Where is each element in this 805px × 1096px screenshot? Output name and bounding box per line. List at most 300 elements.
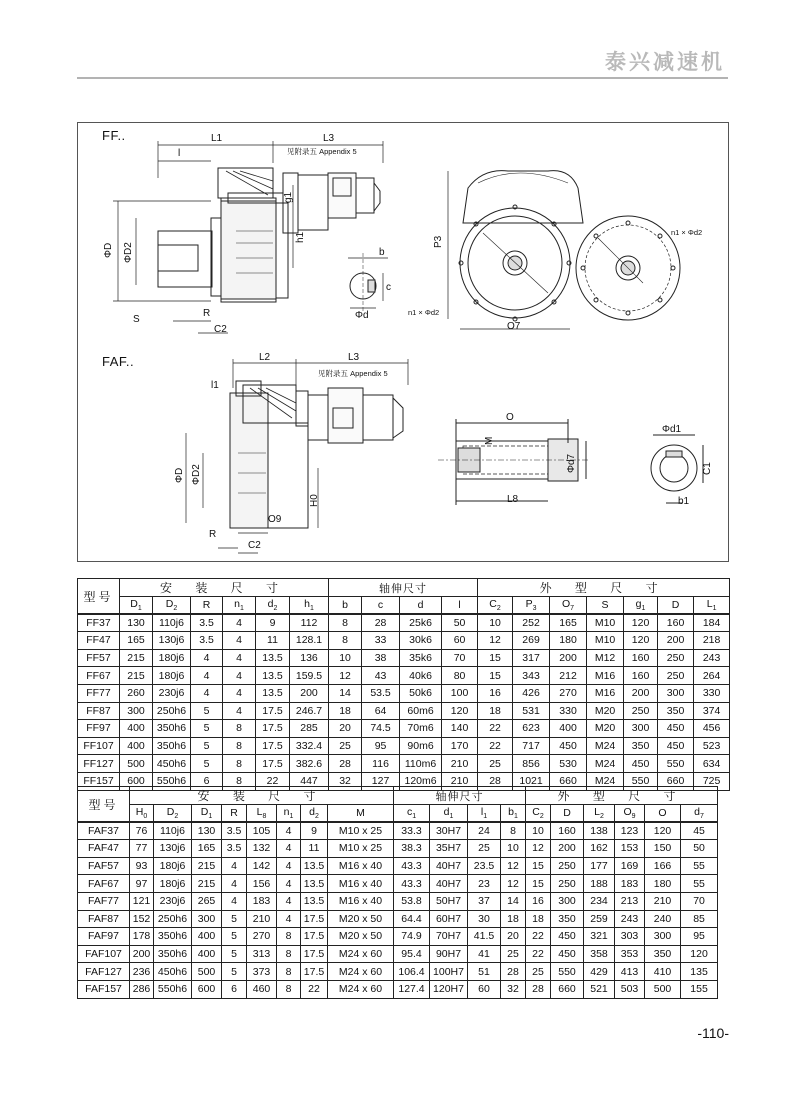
column-header: c bbox=[362, 597, 400, 615]
value-cell: 38 bbox=[362, 649, 400, 667]
column-header: $L_1$ bbox=[694, 597, 730, 615]
value-cell: 8 bbox=[277, 980, 301, 998]
column-header: D bbox=[551, 805, 584, 823]
value-cell: 30H7 bbox=[430, 822, 468, 840]
value-cell: 121 bbox=[130, 892, 154, 910]
value-cell: M10 bbox=[587, 614, 624, 632]
column-header: $h_1$ bbox=[290, 597, 329, 615]
value-cell: 22 bbox=[478, 737, 513, 755]
value-cell: 180j6 bbox=[154, 857, 192, 875]
model-cell: FF87 bbox=[78, 702, 120, 720]
value-cell: 5 bbox=[191, 755, 223, 773]
value-cell: 456 bbox=[694, 720, 730, 738]
label-C1: C1 bbox=[702, 462, 713, 475]
value-cell: 426 bbox=[513, 684, 550, 702]
value-cell: 8 bbox=[223, 737, 256, 755]
value-cell: 17.5 bbox=[256, 755, 290, 773]
value-cell: 5 bbox=[191, 702, 223, 720]
value-cell: M24 bbox=[587, 737, 624, 755]
value-cell: 60 bbox=[468, 980, 501, 998]
value-cell: 130j6 bbox=[154, 840, 192, 858]
value-cell: 112 bbox=[290, 614, 329, 632]
value-cell: 50H7 bbox=[430, 892, 468, 910]
value-cell: 18 bbox=[478, 702, 513, 720]
table-row bbox=[78, 632, 730, 650]
value-cell: 246.7 bbox=[290, 702, 329, 720]
value-cell: 28 bbox=[362, 614, 400, 632]
value-cell: 70m6 bbox=[400, 720, 442, 738]
model-cell: FF67 bbox=[78, 667, 120, 685]
value-cell: 200 bbox=[130, 945, 154, 963]
value-cell: 11 bbox=[256, 632, 290, 650]
value-cell: 28 bbox=[526, 980, 551, 998]
value-cell: 5 bbox=[222, 928, 247, 946]
value-cell: 80 bbox=[442, 667, 478, 685]
value-cell: 500 bbox=[645, 980, 681, 998]
table-row bbox=[78, 945, 718, 963]
value-cell: 250 bbox=[658, 667, 694, 685]
value-cell: 95.4 bbox=[394, 945, 430, 963]
value-cell: 183 bbox=[615, 875, 645, 893]
value-cell: 265 bbox=[192, 892, 222, 910]
label-b1: b1 bbox=[678, 496, 690, 507]
value-cell: 413 bbox=[615, 963, 645, 981]
value-cell: 343 bbox=[513, 667, 550, 685]
value-cell: 95 bbox=[681, 928, 718, 946]
value-cell: 9 bbox=[256, 614, 290, 632]
value-cell: 3.5 bbox=[222, 840, 247, 858]
value-cell: 234 bbox=[584, 892, 615, 910]
value-cell: 1021 bbox=[513, 772, 550, 790]
value-cell: 350 bbox=[645, 945, 681, 963]
value-cell: 106.4 bbox=[394, 963, 430, 981]
value-cell: 180 bbox=[645, 875, 681, 893]
value-cell: 450 bbox=[550, 737, 587, 755]
value-cell: 270 bbox=[550, 684, 587, 702]
value-cell: M20 bbox=[587, 720, 624, 738]
ff-flange-view bbox=[576, 216, 680, 320]
value-cell: 188 bbox=[584, 875, 615, 893]
label-b: b bbox=[379, 247, 385, 258]
value-cell: 60m6 bbox=[400, 702, 442, 720]
value-cell: 33.3 bbox=[394, 822, 430, 840]
value-cell: 170 bbox=[442, 737, 478, 755]
value-cell: 23 bbox=[468, 875, 501, 893]
value-cell: 4 bbox=[277, 822, 301, 840]
value-cell: 3.5 bbox=[222, 822, 247, 840]
value-cell: 90m6 bbox=[400, 737, 442, 755]
model-cell: FF97 bbox=[78, 720, 120, 738]
value-cell: 210 bbox=[442, 755, 478, 773]
value-cell: 13.5 bbox=[256, 649, 290, 667]
ff-group-shaft: 轴伸尺寸 bbox=[329, 579, 478, 597]
value-cell: 5 bbox=[222, 963, 247, 981]
label-l1-faf: l1 bbox=[211, 380, 219, 391]
table-row bbox=[78, 875, 718, 893]
value-cell: 165 bbox=[550, 614, 587, 632]
value-cell: 24 bbox=[468, 822, 501, 840]
label-O7: O7 bbox=[507, 321, 521, 332]
value-cell: 100H7 bbox=[430, 963, 468, 981]
ff-side-view bbox=[158, 168, 380, 302]
value-cell: 127.4 bbox=[394, 980, 430, 998]
value-cell: 25 bbox=[501, 945, 526, 963]
value-cell: 250 bbox=[551, 857, 584, 875]
value-cell: 300 bbox=[120, 702, 153, 720]
value-cell: 450 bbox=[551, 945, 584, 963]
value-cell: 20 bbox=[501, 928, 526, 946]
ff-group-outline: 外 型 尺 寸 bbox=[478, 579, 730, 597]
ff-model-header: 型号 bbox=[78, 579, 120, 615]
value-cell: 660 bbox=[551, 980, 584, 998]
value-cell: 8 bbox=[223, 772, 256, 790]
label-D-faf: ΦD bbox=[174, 467, 185, 483]
value-cell: 15 bbox=[478, 667, 513, 685]
value-cell: 243 bbox=[694, 649, 730, 667]
value-cell: 550h6 bbox=[154, 980, 192, 998]
value-cell: M10 bbox=[587, 632, 624, 650]
ff-dimension-table bbox=[77, 578, 730, 791]
value-cell: 120 bbox=[681, 945, 718, 963]
value-cell: 50 bbox=[681, 840, 718, 858]
value-cell: 132 bbox=[247, 840, 277, 858]
value-cell: 28 bbox=[478, 772, 513, 790]
value-cell: 6 bbox=[222, 980, 247, 998]
value-cell: 200 bbox=[290, 684, 329, 702]
model-cell: FF107 bbox=[78, 737, 120, 755]
value-cell: 4 bbox=[277, 875, 301, 893]
table-row bbox=[78, 702, 730, 720]
value-cell: 252 bbox=[513, 614, 550, 632]
value-cell: 300 bbox=[192, 910, 222, 928]
label-L1: L1 bbox=[211, 133, 223, 144]
value-cell: 450h6 bbox=[153, 755, 191, 773]
column-header: $D_2$ bbox=[154, 805, 192, 823]
value-cell: 600 bbox=[120, 772, 153, 790]
value-cell: 4 bbox=[223, 667, 256, 685]
column-header: $L_8$ bbox=[247, 805, 277, 823]
value-cell: 37 bbox=[468, 892, 501, 910]
value-cell: 110j6 bbox=[154, 822, 192, 840]
label-g1: g1 bbox=[283, 191, 294, 203]
label-n1d2-ff: n1 × Φd2 bbox=[408, 308, 440, 317]
value-cell: 5 bbox=[222, 945, 247, 963]
value-cell: 135 bbox=[681, 963, 718, 981]
column-header: $D_1$ bbox=[120, 597, 153, 615]
table-row bbox=[78, 755, 730, 773]
value-cell: 550 bbox=[551, 963, 584, 981]
value-cell: 22 bbox=[526, 945, 551, 963]
value-cell: 10 bbox=[501, 840, 526, 858]
column-header: $b_1$ bbox=[501, 805, 526, 823]
value-cell: 218 bbox=[694, 632, 730, 650]
label-D2-ff: ΦD2 bbox=[123, 242, 134, 263]
value-cell: 110j6 bbox=[153, 614, 191, 632]
value-cell: 330 bbox=[550, 702, 587, 720]
value-cell: 350h6 bbox=[153, 720, 191, 738]
value-cell: 503 bbox=[615, 980, 645, 998]
value-cell: 250h6 bbox=[153, 702, 191, 720]
value-cell: 250 bbox=[551, 875, 584, 893]
column-header: $d_7$ bbox=[681, 805, 718, 823]
column-header: $H_0$ bbox=[130, 805, 154, 823]
value-cell: 25 bbox=[526, 963, 551, 981]
ff-column-header-row bbox=[78, 597, 730, 615]
value-cell: 300 bbox=[645, 928, 681, 946]
column-header: l bbox=[442, 597, 478, 615]
value-cell: 270 bbox=[247, 928, 277, 946]
value-cell: 313 bbox=[247, 945, 277, 963]
column-header: $d_1$ bbox=[430, 805, 468, 823]
value-cell: 550 bbox=[658, 755, 694, 773]
ff-title: FF.. bbox=[102, 128, 126, 143]
column-header: R bbox=[222, 805, 247, 823]
value-cell: 120 bbox=[624, 614, 658, 632]
value-cell: M10 x 25 bbox=[328, 840, 394, 858]
value-cell: 25 bbox=[468, 840, 501, 858]
value-cell: 250 bbox=[658, 649, 694, 667]
shaft-key-detail bbox=[348, 253, 388, 313]
value-cell: M16 bbox=[587, 684, 624, 702]
value-cell: 400 bbox=[192, 928, 222, 946]
value-cell: M10 x 25 bbox=[328, 822, 394, 840]
label-D-ff: ΦD bbox=[103, 242, 114, 258]
value-cell: 25 bbox=[478, 755, 513, 773]
value-cell: 12 bbox=[501, 875, 526, 893]
value-cell: 14 bbox=[501, 892, 526, 910]
value-cell: 166 bbox=[645, 857, 681, 875]
model-cell: FAF87 bbox=[78, 910, 130, 928]
value-cell: 70 bbox=[681, 892, 718, 910]
value-cell: 15 bbox=[478, 649, 513, 667]
value-cell: 600 bbox=[192, 980, 222, 998]
value-cell: 136 bbox=[290, 649, 329, 667]
model-cell: FF77 bbox=[78, 684, 120, 702]
value-cell: 358 bbox=[584, 945, 615, 963]
column-header: $C_2$ bbox=[526, 805, 551, 823]
hollow-key-detail bbox=[651, 435, 703, 503]
appendix-note-faf: 见附录五 Appendix 5 bbox=[318, 369, 388, 378]
value-cell: 13.5 bbox=[256, 667, 290, 685]
value-cell: 18 bbox=[501, 910, 526, 928]
page-number: -110- bbox=[697, 1025, 729, 1041]
column-header: M bbox=[328, 805, 394, 823]
value-cell: 160 bbox=[624, 667, 658, 685]
value-cell: 17.5 bbox=[256, 702, 290, 720]
value-cell: 64.4 bbox=[394, 910, 430, 928]
header-rule bbox=[77, 77, 728, 79]
value-cell: 350 bbox=[658, 702, 694, 720]
label-c: c bbox=[386, 282, 391, 293]
model-cell: FAF157 bbox=[78, 980, 130, 998]
value-cell: 20 bbox=[329, 720, 362, 738]
value-cell: 200 bbox=[551, 840, 584, 858]
value-cell: 210 bbox=[247, 910, 277, 928]
value-cell: 159.5 bbox=[290, 667, 329, 685]
value-cell: 215 bbox=[120, 667, 153, 685]
value-cell: 447 bbox=[290, 772, 329, 790]
value-cell: 130 bbox=[120, 614, 153, 632]
value-cell: 400 bbox=[550, 720, 587, 738]
value-cell: 200 bbox=[658, 632, 694, 650]
value-cell: 4 bbox=[222, 892, 247, 910]
model-cell: FAF67 bbox=[78, 875, 130, 893]
table-row bbox=[78, 980, 718, 998]
faf-model-header: 型号 bbox=[78, 787, 130, 823]
value-cell: 70H7 bbox=[430, 928, 468, 946]
value-cell: 8 bbox=[223, 755, 256, 773]
value-cell: 213 bbox=[615, 892, 645, 910]
value-cell: 17.5 bbox=[256, 720, 290, 738]
value-cell: 550 bbox=[624, 772, 658, 790]
value-cell: 8 bbox=[277, 963, 301, 981]
column-header: $g_1$ bbox=[624, 597, 658, 615]
value-cell: 32 bbox=[501, 980, 526, 998]
value-cell: 74.5 bbox=[362, 720, 400, 738]
value-cell: 4 bbox=[191, 684, 223, 702]
label-H0: H0 bbox=[309, 494, 320, 507]
column-header: $O_7$ bbox=[550, 597, 587, 615]
label-h1: h1 bbox=[295, 231, 306, 243]
value-cell: 4 bbox=[191, 649, 223, 667]
value-cell: 165 bbox=[192, 840, 222, 858]
value-cell: 10 bbox=[526, 822, 551, 840]
value-cell: 165 bbox=[120, 632, 153, 650]
label-l: l bbox=[178, 148, 181, 159]
value-cell: 15 bbox=[526, 875, 551, 893]
value-cell: 350h6 bbox=[153, 737, 191, 755]
label-d: Φd bbox=[355, 310, 369, 321]
value-cell: 212 bbox=[550, 667, 587, 685]
value-cell: 128.1 bbox=[290, 632, 329, 650]
value-cell: 30k6 bbox=[400, 632, 442, 650]
value-cell: 10 bbox=[329, 649, 362, 667]
value-cell: 400 bbox=[192, 945, 222, 963]
value-cell: 8 bbox=[501, 822, 526, 840]
value-cell: 200 bbox=[550, 649, 587, 667]
value-cell: 236 bbox=[130, 963, 154, 981]
value-cell: 35k6 bbox=[400, 649, 442, 667]
value-cell: 90H7 bbox=[430, 945, 468, 963]
value-cell: 300 bbox=[551, 892, 584, 910]
value-cell: 16 bbox=[526, 892, 551, 910]
faf-group-install: 安 装 尺 寸 bbox=[130, 787, 394, 805]
value-cell: 13.5 bbox=[301, 875, 328, 893]
value-cell: 523 bbox=[694, 737, 730, 755]
value-cell: 210 bbox=[645, 892, 681, 910]
value-cell: 110m6 bbox=[400, 755, 442, 773]
value-cell: 15 bbox=[526, 857, 551, 875]
value-cell: 43.3 bbox=[394, 857, 430, 875]
value-cell: 180j6 bbox=[153, 667, 191, 685]
value-cell: 160 bbox=[658, 614, 694, 632]
value-cell: 152 bbox=[130, 910, 154, 928]
model-cell: FAF97 bbox=[78, 928, 130, 946]
model-cell: FAF107 bbox=[78, 945, 130, 963]
value-cell: 330 bbox=[694, 684, 730, 702]
value-cell: 64 bbox=[362, 702, 400, 720]
value-cell: 93 bbox=[130, 857, 154, 875]
value-cell: 6 bbox=[191, 772, 223, 790]
value-cell: M16 x 40 bbox=[328, 892, 394, 910]
value-cell: 8 bbox=[329, 614, 362, 632]
value-cell: 33 bbox=[362, 632, 400, 650]
ff-table-body bbox=[78, 614, 730, 790]
technical-drawing bbox=[77, 122, 729, 562]
value-cell: 269 bbox=[513, 632, 550, 650]
value-cell: M20 bbox=[587, 702, 624, 720]
value-cell: 74.9 bbox=[394, 928, 430, 946]
value-cell: 17.5 bbox=[301, 910, 328, 928]
value-cell: 4 bbox=[223, 702, 256, 720]
value-cell: 450 bbox=[658, 737, 694, 755]
value-cell: 717 bbox=[513, 737, 550, 755]
value-cell: 4 bbox=[277, 840, 301, 858]
column-header: $L_2$ bbox=[584, 805, 615, 823]
value-cell: 160 bbox=[551, 822, 584, 840]
value-cell: 45 bbox=[681, 822, 718, 840]
value-cell: 450 bbox=[658, 720, 694, 738]
label-S: S bbox=[133, 314, 140, 325]
value-cell: 140 bbox=[442, 720, 478, 738]
column-header: $O_9$ bbox=[615, 805, 645, 823]
value-cell: 623 bbox=[513, 720, 550, 738]
value-cell: M24 bbox=[587, 755, 624, 773]
model-cell: FF157 bbox=[78, 772, 120, 790]
value-cell: 55 bbox=[681, 857, 718, 875]
value-cell: 12 bbox=[526, 840, 551, 858]
label-D2-faf: ΦD2 bbox=[191, 464, 202, 485]
label-O9: O9 bbox=[268, 514, 282, 525]
value-cell: 22 bbox=[301, 980, 328, 998]
value-cell: 3.5 bbox=[191, 632, 223, 650]
value-cell: 856 bbox=[513, 755, 550, 773]
column-header: $D_1$ bbox=[192, 805, 222, 823]
model-cell: FF127 bbox=[78, 755, 120, 773]
value-cell: 13.5 bbox=[301, 857, 328, 875]
column-header: d bbox=[400, 597, 442, 615]
value-cell: 178 bbox=[130, 928, 154, 946]
value-cell: 200 bbox=[624, 684, 658, 702]
value-cell: 4 bbox=[223, 614, 256, 632]
value-cell: 4 bbox=[191, 667, 223, 685]
value-cell: 215 bbox=[120, 649, 153, 667]
value-cell: 13.5 bbox=[301, 892, 328, 910]
value-cell: 120 bbox=[645, 822, 681, 840]
value-cell: 10 bbox=[478, 614, 513, 632]
value-cell: 460 bbox=[247, 980, 277, 998]
value-cell: 5 bbox=[191, 737, 223, 755]
value-cell: 660 bbox=[550, 772, 587, 790]
value-cell: 25k6 bbox=[400, 614, 442, 632]
column-header: R bbox=[191, 597, 223, 615]
value-cell: 85 bbox=[681, 910, 718, 928]
value-cell: 184 bbox=[694, 614, 730, 632]
value-cell: 4 bbox=[277, 910, 301, 928]
value-cell: 28 bbox=[501, 963, 526, 981]
column-header: $d_2$ bbox=[301, 805, 328, 823]
value-cell: 382.6 bbox=[290, 755, 329, 773]
value-cell: 259 bbox=[584, 910, 615, 928]
value-cell: 17.5 bbox=[301, 928, 328, 946]
value-cell: 22 bbox=[256, 772, 290, 790]
value-cell: 76 bbox=[130, 822, 154, 840]
value-cell: 160 bbox=[624, 649, 658, 667]
table-row bbox=[78, 840, 718, 858]
value-cell: 530 bbox=[550, 755, 587, 773]
value-cell: 4 bbox=[277, 892, 301, 910]
value-cell: 41.5 bbox=[468, 928, 501, 946]
